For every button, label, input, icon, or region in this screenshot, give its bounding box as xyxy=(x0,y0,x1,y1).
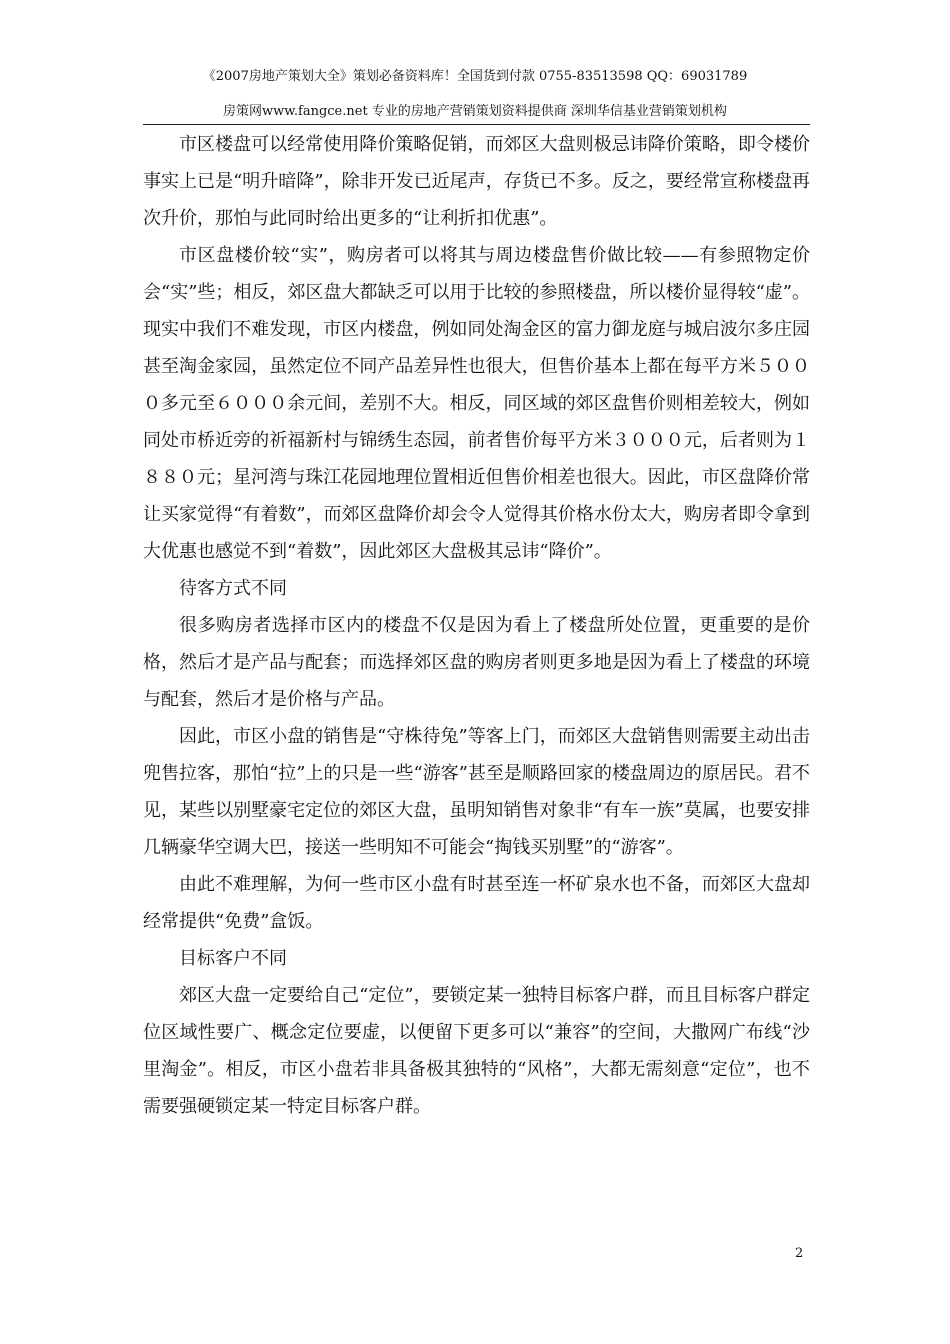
section-heading-target-customers: 目标客户不同 xyxy=(179,948,287,969)
page-number: 2 xyxy=(795,1246,804,1261)
document-body xyxy=(143,126,810,1125)
page-header-line-2: 房策网www.fangce.net 专业的房地产营销策划资料提供商 深圳华信基业营销策划机构 xyxy=(223,104,727,119)
paragraph-buyer-motivation: 很多购房者选择市区内的楼盘不仅是因为看上了楼盘所处位置，更重要的是价格，然后才是产品与配套；而选择郊区盘的购房者则更多地是因为看上了楼盘的环境与配套，然后才是价格与产品。 xyxy=(143,615,810,710)
paragraph-price-strategy: 市区楼盘可以经常使用降价策略促销，而郊区大盘则极忌讳降价策略，即令楼价事实上已是“明升暗降”，除非开发已近尾声，存货已不多。反之，要经常宣称楼盘再次升价，那怕与此同时给出更多的“让利折扣优惠”。 xyxy=(143,134,810,229)
page-header-line-1: 《2007房地产策划大全》策划必备资料库！全国货到付款 0755-83513598 QQ：69031789 xyxy=(202,69,748,84)
paragraph-free-meals: 由此不难理解，为何一些市区小盘有时甚至连一杯矿泉水也不备，而郊区大盘却经常提供“免费”盒饭。 xyxy=(143,874,810,932)
paragraph-positioning: 郊区大盘一定要给自己“定位”，要锁定某一独特目标客户群，而且目标客户群定位区域性要广、概念定位要虚，以便留下更多可以“兼容”的空间，大撒网广布线“沙里淘金”。相反，市区小盘若非具备极其独特的“风格”，大都无需刻意“定位”，也不需要强硬锁定某一特定目标客户群。 xyxy=(143,985,810,1117)
header-divider xyxy=(143,124,810,125)
section-heading-customer-service: 待客方式不同 xyxy=(179,578,287,599)
paragraph-sales-approach: 因此，市区小盘的销售是“守株待兔”等客上门，而郊区大盘销售则需要主动出击兜售拉客，那怕“拉”上的只是一些“游客”甚至是顺路回家的楼盘周边的原居民。君不见，某些以别墅豪宅定位的郊区大盘，虽明知销售对象非“有车一族”莫属，也要安排几辆豪华空调大巴，接送一些明知不可能会“掏钱买别墅”的“游客”。 xyxy=(143,726,810,858)
paragraph-price-comparison: 市区盘楼价较“实”，购房者可以将其与周边楼盘售价做比较——有参照物定价会“实”些；相反，郊区盘大都缺乏可以用于比较的参照楼盘，所以楼价显得较“虚”。现实中我们不难发现，市区内楼盘，例如同处淘金区的富力御龙庭与城启波尔多庄园甚至淘金家园，虽然定位不同产品差异性也很大，但售价基本上都在每平方米５０００多元至６０００余元间，差别不大。相反，同区域的郊区盘售价则相差较大，例如同处市桥近旁的祈福新村与锦绣生态园，前者售价每平方米３０００元，后者则为１８８０元；星河湾与珠江花园地理位置相近但售价相差也很大。因此，市区盘降价常让买家觉得“有着数”，而郊区盘降价却会令人觉得其价格水份太大，购房者即令拿到大优惠也感觉不到“着数”，因此郊区大盘极其忌讳“降价”。 xyxy=(143,245,810,562)
